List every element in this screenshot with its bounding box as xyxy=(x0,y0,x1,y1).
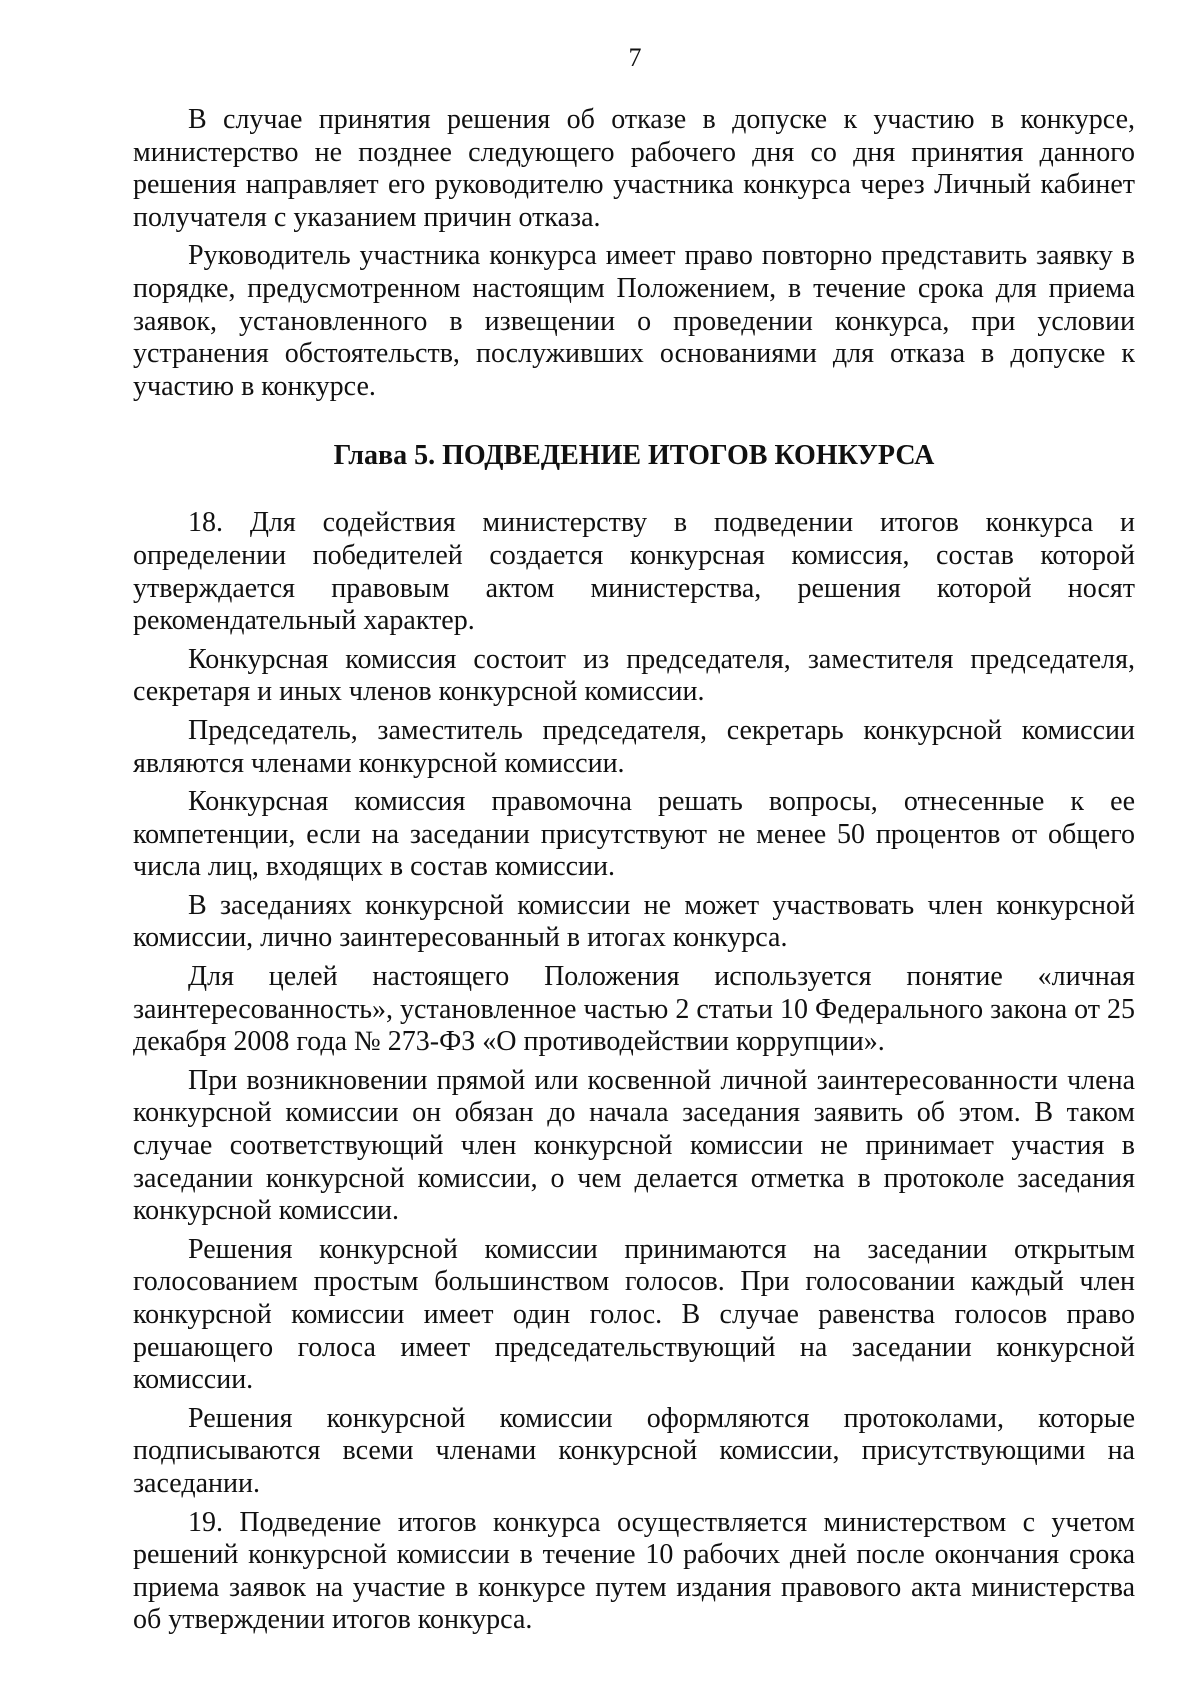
paragraph-18: 18. Для содействия министерству в подведении итогов конкурса и определении победителей создается конкурсная комиссия, состав которой утверждается правовым актом министерства, решения которой носят рекомендательный характер. xyxy=(133,507,1135,637)
chapter-heading: Глава 5. ПОДВЕДЕНИЕ ИТОГОВ КОНКУРСА xyxy=(333,440,935,472)
paragraph: Решения конкурсной комиссии оформляются протоколами, которые подписываются всеми членами конкурсной комиссии, присутствующими на заседании. xyxy=(133,1402,1135,1499)
paragraph: Конкурсная комиссия состоит из председателя, заместителя председателя, секретаря и иных членов конкурсной комиссии. xyxy=(133,643,1135,708)
paragraph: В случае принятия решения об отказе в допуске к участию в конкурсе, министерство не позднее следующего рабочего дня со дня принятия данного решения направляет его руководителю участника конкурса через Личный кабинет получателя с указанием причин отказа. xyxy=(133,104,1135,233)
document-body xyxy=(133,104,1135,1637)
paragraph: Решения конкурсной комиссии принимаются на заседании открытым голосованием простым большинством голосов. При голосовании каждый член конкурсной комиссии имеет один голос. В случае равенства голосов право решающего голоса имеет председательствующий на заседании конкурсной комиссии. xyxy=(133,1233,1135,1396)
paragraph: Конкурсная комиссия правомочна решать вопросы, отнесенные к ее компетенции, если на заседании присутствуют не менее 50 процентов от общего числа лиц, входящих в состав комиссии. xyxy=(133,786,1135,883)
paragraph: При возникновении прямой или косвенной личной заинтересованности члена конкурсной комиссии он обязан до начала заседания заявить об этом. В таком случае соответствующий член конкурсной комиссии не принимает участия в заседании конкурсной комиссии, о чем делается отметка в протоколе заседания конкурсной комиссии. xyxy=(133,1064,1135,1227)
paragraph: Для целей настоящего Положения используется понятие «личная заинтересованность», установленное частью 2 статьи 10 Федерального закона от 25 декабря 2008 года № 273-ФЗ «О противодействии коррупции». xyxy=(133,961,1136,1058)
paragraph: В заседаниях конкурсной комиссии не может участвовать член конкурсной комиссии, лично заинтересованный в итогах конкурса. xyxy=(133,889,1135,954)
paragraph-19: 19. Подведение итогов конкурса осуществляется министерством с учетом решений конкурсной комиссии в течение 10 рабочих дней после окончания срока приема заявок на участие в конкурсе путем издания правового акта министерства об утверждении итогов конкурса. xyxy=(133,1506,1135,1636)
paragraph: Руководитель участника конкурса имеет право повторно представить заявку в порядке, предусмотренном настоящим Положением, в течение срока для приема заявок, установленного в извещении о проведении конкурса, при условии устранения обстоятельств, послуживших основаниями для отказа в допуске к участию в конкурсе. xyxy=(133,240,1135,402)
page-number: 7 xyxy=(628,43,642,72)
paragraph: Председатель, заместитель председателя, секретарь конкурсной комиссии являются членами конкурсной комиссии. xyxy=(133,714,1135,779)
